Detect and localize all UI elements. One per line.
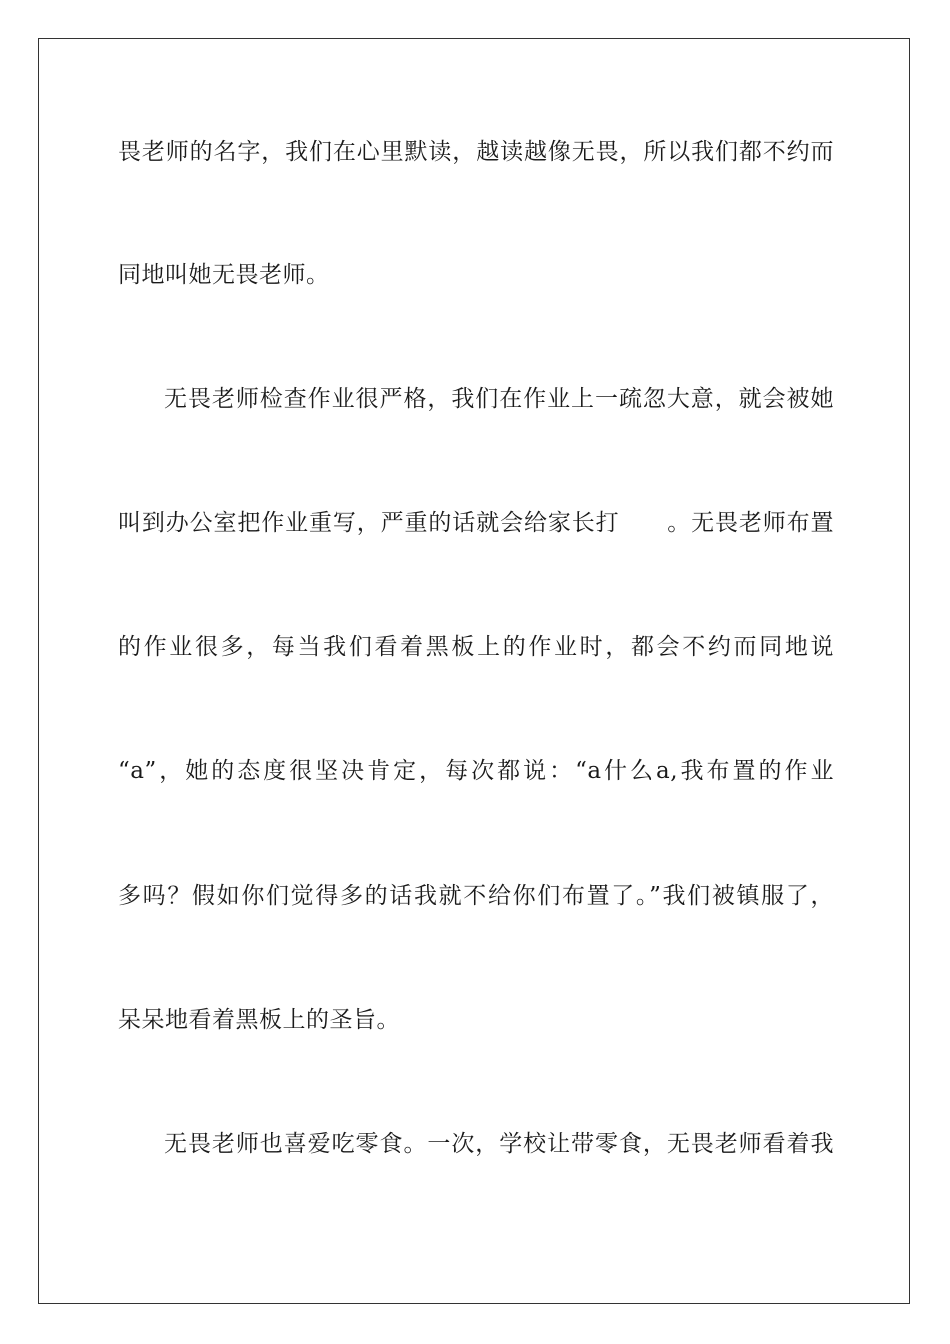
text-line-6: “a”，她的态度很坚决肯定，每次都说：“a什么a,我布置的作业: [118, 758, 834, 784]
text-line-5: 的作业很多，每当我们看着黑板上的作业时，都会不约而同地说: [118, 634, 834, 660]
text-line-3: 无畏老师检查作业很严格，我们在作业上一疏忽大意，就会被她: [164, 386, 834, 412]
text-line-4: 叫到办公室把作业重写，严重的话就会给家长打 。无畏老师布置: [118, 510, 834, 536]
text-line-1: 畏老师的名字，我们在心里默读，越读越像无畏，所以我们都不约而: [118, 139, 834, 165]
text-line-7: 多吗？假如你们觉得多的话我就不给你们布置了。”我们被镇服了，: [118, 883, 834, 909]
text-line-9: 无畏老师也喜爱吃零食。一次，学校让带零食，无畏老师看着我: [164, 1131, 834, 1157]
text-line-2: 同地叫她无畏老师。: [118, 262, 330, 288]
page-border: [38, 38, 910, 1304]
text-line-8: 呆呆地看着黑板上的圣旨。: [118, 1007, 400, 1033]
